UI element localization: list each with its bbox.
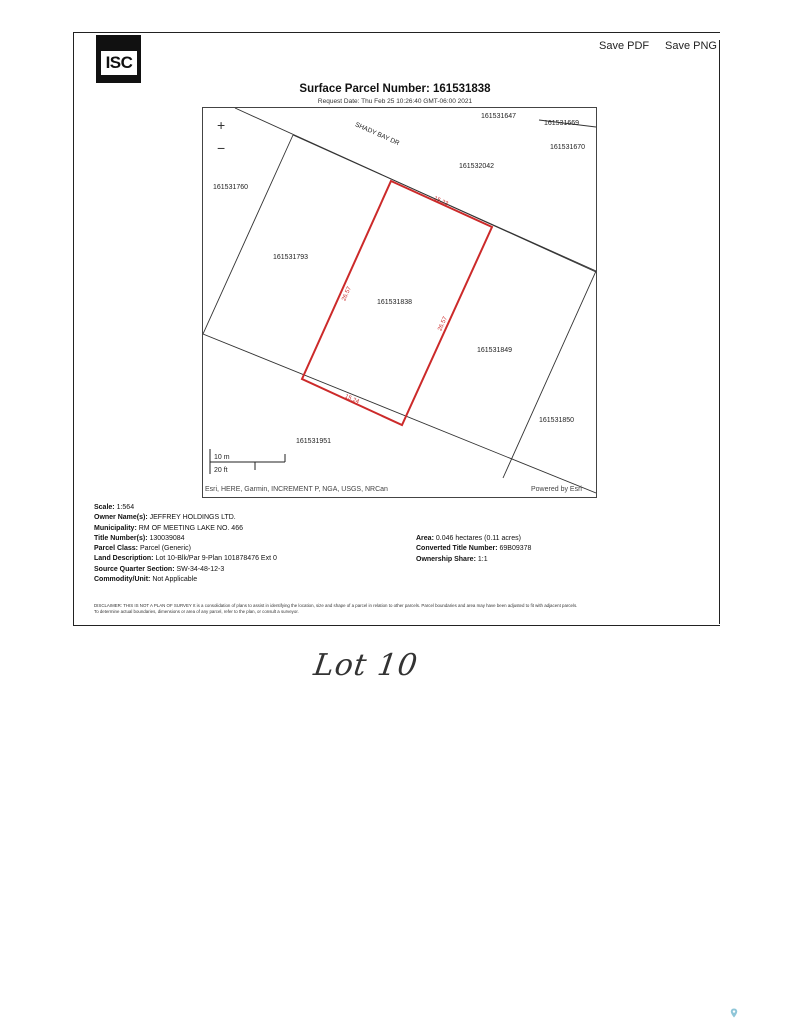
parcel-label-161531670: 161531670 (550, 144, 586, 151)
parcel-east-boundary (503, 271, 596, 478)
parcel-label-161531951: 161531951 (296, 438, 332, 445)
request-date: Request Date: Thu Feb 25 10:26:40 GMT-06:00 2021 (317, 98, 473, 105)
parcel-label-161531760: 161531760 (213, 184, 249, 191)
isc-logo (96, 35, 141, 83)
scale-bar-meters: 10 m (214, 454, 230, 461)
parcel-map-drawing (203, 108, 596, 497)
parcel-label-161531838: 161531838 (377, 299, 413, 306)
detail-commodity: Commodity/Unit: Not Applicable (94, 576, 198, 584)
dimension-top: 15.23 (432, 195, 449, 208)
parcel-label-161531669: 161531669 (544, 120, 580, 127)
dimension-right: 26.57 (437, 315, 449, 333)
zoom-in-button[interactable]: + (217, 117, 226, 133)
powered-by-esri[interactable]: Powered by Esri (531, 486, 582, 493)
parcel-label-161531793: 161531793 (273, 254, 309, 261)
parcel-label-161531850: 161531850 (539, 417, 575, 424)
page-title: Surface Parcel Number: 161531838 (299, 83, 491, 95)
parcel-label-161531647: 161531647 (481, 113, 517, 120)
detail-scale: Scale: 1:564 (94, 504, 135, 511)
disclaimer-line-2: To determine actual boundaries, dimensions or area of any parcel, refer to the plan, or consult a surveyor. (94, 609, 299, 614)
map-credits: Esri, HERE, Garmin, INCREMENT P, NGA, USGS, NRCan (205, 486, 388, 493)
parcel-details-right (416, 534, 531, 565)
handwritten-lot-note: Lot 10 (311, 648, 421, 683)
parcel-west-boundary (203, 135, 293, 334)
parcel-label-161531849: 161531849 (477, 347, 513, 354)
document-frame-right (719, 40, 720, 624)
detail-source-quarter: Source Quarter Section: SW-34-48-12-3 (94, 565, 225, 573)
detail-ownership-share: Ownership Share: 1:1 (416, 555, 488, 563)
road-label: SHADY BAY DR (353, 121, 401, 148)
save-pdf-button[interactable]: Save PDF (599, 40, 650, 52)
scale-bar-feet: 20 ft (214, 467, 228, 474)
disclaimer (94, 603, 734, 615)
detail-title-number: Title Number(s): 130039084 (94, 534, 185, 542)
dimension-left: 26.57 (341, 285, 353, 303)
detail-converted-title: Converted Title Number: 69B09378 (416, 545, 532, 553)
detail-municipality: Municipality: RM OF MEETING LAKE NO. 466 (94, 524, 243, 532)
detail-land-description: Land Description: Lot 10-Blk/Par 9-Plan 101878476 Ext 0 (94, 555, 277, 563)
parcel-map[interactable] (202, 107, 597, 498)
detail-parcel-class: Parcel Class: Parcel (Generic) (94, 545, 191, 553)
detail-owner: Owner Name(s): JEFFREY HOLDINGS LTD. (94, 514, 236, 522)
parcel-label-161532042: 161532042 (459, 163, 495, 170)
parcel-row-bottom-line (203, 334, 596, 493)
isc-logo-text: ISC (101, 51, 137, 75)
detail-area: Area: 0.046 hectares (0.11 acres) (416, 535, 521, 542)
parcel-details-left (94, 503, 277, 585)
save-png-button[interactable]: Save PNG (665, 40, 717, 52)
dimension-bottom: 15.24 (343, 393, 360, 406)
disclaimer-line-1: DISCLAIMER: THIS IS NOT A PLAN OF SURVEY It is a consolidation of plans to assist in identifying the location, size and shape of a parcel in relation to other parcels. Parcel boundaries and area may have been adjusted to fit with adjacent parcels. (94, 603, 578, 608)
zoom-out-button[interactable]: − (217, 140, 226, 156)
location-pin-icon (730, 1008, 738, 1018)
